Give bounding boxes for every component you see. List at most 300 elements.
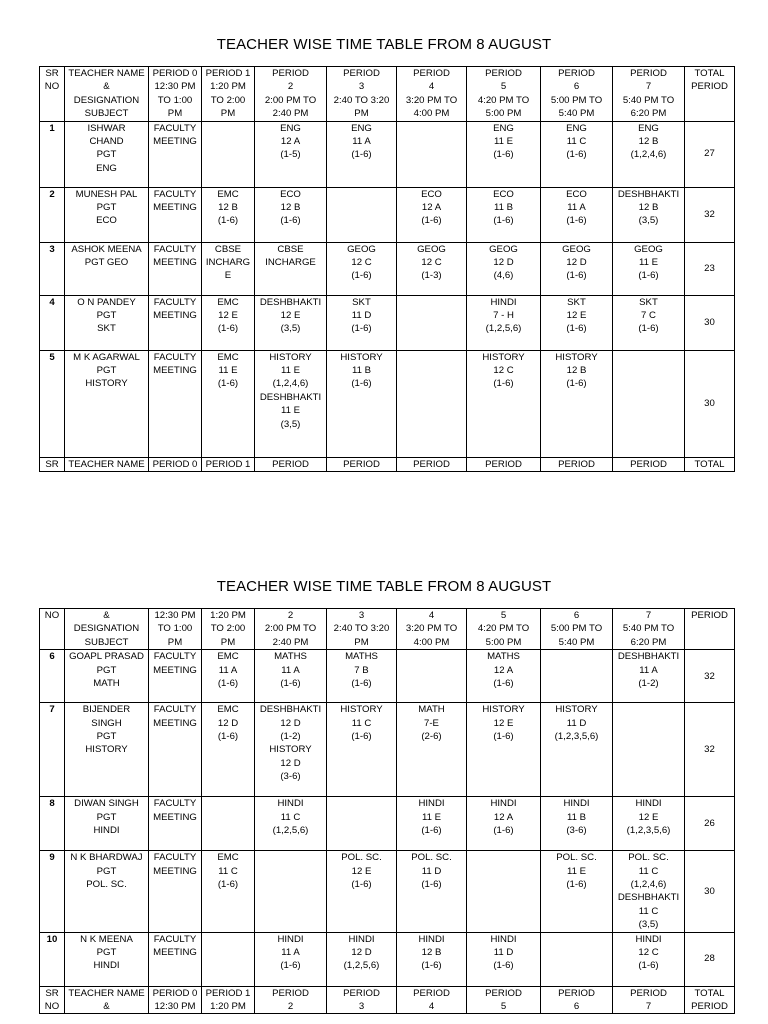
cell-line: GEOG xyxy=(634,243,663,255)
period-cell xyxy=(397,187,467,242)
cell-line: PGT xyxy=(96,310,117,322)
footer-cell: PERIOD xyxy=(541,457,613,471)
sr-no-cell: 7 xyxy=(40,703,65,797)
cell-line: (3,5) xyxy=(280,323,301,335)
cell-line: O N PANDEY xyxy=(77,296,136,308)
table-row xyxy=(40,932,735,986)
footer-cell xyxy=(541,986,613,1014)
cell-line: HINDI xyxy=(277,933,304,945)
cell-line: PM xyxy=(354,108,369,120)
cell-line: ECO xyxy=(566,188,587,200)
total-period-cell: 23 xyxy=(685,242,735,295)
period-cell xyxy=(255,295,327,350)
header-cell xyxy=(149,609,202,650)
cell-line: (1-6) xyxy=(493,960,514,972)
cell-line: PERIOD xyxy=(630,987,667,999)
header-cell xyxy=(65,67,149,122)
cell-line: 11 E xyxy=(421,811,442,823)
cell-line: 12 B xyxy=(218,202,238,214)
cell-line: PERIOD 1 xyxy=(205,987,251,999)
cell-line: (1-6) xyxy=(217,378,239,390)
cell-line: (1-6) xyxy=(351,678,372,690)
period-cell xyxy=(327,187,397,242)
cell-line: 11 C xyxy=(218,865,238,877)
cell-line: MATHS xyxy=(274,651,307,663)
cell-line: NO xyxy=(44,1001,60,1013)
cell-line: FACULTY xyxy=(153,651,197,663)
cell-line: DESIGNATION xyxy=(73,94,140,106)
cell-line: 4:20 PM TO xyxy=(477,94,530,106)
cell-line: (1,2,5,6) xyxy=(272,825,309,837)
period-cell xyxy=(149,242,202,295)
table-row xyxy=(40,797,735,851)
cell-line: TEACHER NAME xyxy=(68,68,145,79)
cell-line: PGT GEO xyxy=(84,257,129,269)
cell-line: PERIOD xyxy=(630,68,667,79)
cell-line: (1-6) xyxy=(351,149,372,161)
period-cell xyxy=(327,851,397,932)
cell-line: MUNESH PAL xyxy=(75,188,138,200)
cell-line: DESHBHAKTI xyxy=(259,296,322,308)
cell-line: 12 D xyxy=(280,757,301,769)
header-cell xyxy=(685,67,735,122)
cell-line: 6:20 PM xyxy=(630,108,667,120)
period-cell xyxy=(467,187,541,242)
cell-line: (1-6) xyxy=(638,960,659,972)
cell-line: SR xyxy=(45,987,59,999)
period-cell xyxy=(467,650,541,703)
total-period-cell: 30 xyxy=(685,851,735,932)
cell-line: HINDI xyxy=(563,798,590,810)
cell-line: (1-6) xyxy=(217,678,239,690)
cell-line: 11 A xyxy=(639,664,658,676)
cell-line: SKT xyxy=(567,296,586,308)
cell-line: HINDI xyxy=(93,825,120,837)
cell-line: HISTORY xyxy=(340,351,383,363)
total-period-cell: 26 xyxy=(685,797,735,851)
total-period-cell: 28 xyxy=(685,932,735,986)
total-period-cell: 30 xyxy=(685,350,735,457)
teacher-cell xyxy=(65,650,149,703)
footer-cell xyxy=(327,986,397,1014)
period-cell xyxy=(613,350,685,457)
cell-line: 11 D xyxy=(351,310,372,322)
cell-line: (3,5) xyxy=(638,215,659,227)
table-row xyxy=(40,350,735,457)
cell-line: MEETING xyxy=(153,717,197,729)
teacher-cell xyxy=(65,121,149,187)
cell-line: (1-6) xyxy=(493,378,514,390)
period-cell xyxy=(541,350,613,457)
cell-line: CBSE xyxy=(277,243,304,255)
cell-line: SR xyxy=(45,68,59,79)
cell-line: POL. SC. xyxy=(556,852,597,864)
footer-row xyxy=(40,457,735,471)
cell-line: 11 A xyxy=(281,947,300,959)
cell-line: 11 A xyxy=(352,136,371,148)
cell-line: PERIOD xyxy=(272,987,309,999)
period-cell xyxy=(255,797,327,851)
cell-line: DESHBHAKTI xyxy=(617,651,680,663)
cell-line: 11 E xyxy=(493,136,514,148)
teacher-cell xyxy=(65,797,149,851)
period-cell xyxy=(202,121,255,187)
teacher-cell xyxy=(65,242,149,295)
header-cell xyxy=(541,67,613,122)
cell-line: SKT xyxy=(97,323,116,335)
period-cell xyxy=(613,932,685,986)
cell-line: 11 C xyxy=(351,717,372,729)
footer-cell xyxy=(397,986,467,1014)
cell-line: MEETING xyxy=(153,202,197,214)
period-cell xyxy=(397,121,467,187)
cell-line: (1-6) xyxy=(493,149,514,161)
cell-line: (1-6) xyxy=(280,215,301,227)
cell-line: PERIOD xyxy=(343,68,380,79)
period-cell xyxy=(255,650,327,703)
cell-line: 2:00 PM TO xyxy=(264,94,317,106)
cell-line: FACULTY xyxy=(153,296,197,308)
period-cell xyxy=(541,295,613,350)
cell-line: (1,2,3,5,6) xyxy=(554,731,599,743)
cell-line: (1-6) xyxy=(493,678,514,690)
cell-line: ENG xyxy=(96,162,117,174)
cell-line: 12 B xyxy=(638,202,659,214)
cell-line: MATHS xyxy=(487,651,520,663)
period-cell xyxy=(149,851,202,932)
cell-line: PGT xyxy=(96,947,117,959)
period-cell xyxy=(397,350,467,457)
cell-line: N K MEENA xyxy=(80,933,133,945)
cell-line: PGT xyxy=(96,365,117,377)
footer-cell: PERIOD xyxy=(327,457,397,471)
cell-line: 7 xyxy=(645,610,652,621)
header-cell xyxy=(397,67,467,122)
cell-line: SUBJECT xyxy=(84,636,129,648)
footer-cell xyxy=(467,986,541,1014)
cell-line: HINDI xyxy=(490,798,517,810)
cell-line: PERIOD xyxy=(558,68,595,79)
cell-line: 12 B xyxy=(280,202,301,214)
period-cell xyxy=(541,187,613,242)
cell-line: FACULTY xyxy=(153,188,197,200)
cell-line: (1-6) xyxy=(351,323,372,335)
cell-line: MEETING xyxy=(153,257,197,269)
cell-line: SINGH xyxy=(91,717,122,729)
footer-cell xyxy=(255,986,327,1014)
cell-line: (1-5) xyxy=(280,149,301,161)
period-cell xyxy=(397,851,467,932)
cell-line: 2:40 TO 3:20 xyxy=(333,623,390,635)
cell-line: PGT xyxy=(96,202,117,214)
header-row xyxy=(40,67,735,122)
cell-line: 12 D xyxy=(493,257,514,269)
period-cell xyxy=(613,187,685,242)
cell-line: 3:20 PM TO xyxy=(405,94,458,106)
cell-line: TO 2:00 xyxy=(210,623,246,635)
cell-line: (1-6) xyxy=(280,678,301,690)
cell-line: ISHWAR xyxy=(87,122,126,134)
total-period-cell: 32 xyxy=(685,187,735,242)
cell-line: EMC xyxy=(217,704,239,716)
sr-no-cell: 8 xyxy=(40,797,65,851)
cell-line: PERIOD xyxy=(691,81,728,93)
cell-line: 11 B xyxy=(493,202,514,214)
cell-line: HINDI xyxy=(490,933,517,945)
cell-line: TOTAL xyxy=(694,68,725,79)
cell-line: N K BHARDWAJ xyxy=(70,852,143,864)
cell-line: 11 C xyxy=(566,136,587,148)
teacher-cell xyxy=(65,295,149,350)
period-cell xyxy=(467,350,541,457)
period-cell xyxy=(202,797,255,851)
cell-line: FACULTY xyxy=(153,798,197,810)
cell-line: (3-6) xyxy=(566,825,587,837)
cell-line: EMC xyxy=(217,852,239,864)
period-cell xyxy=(613,295,685,350)
cell-line: 2:40 PM xyxy=(272,636,309,648)
period-cell xyxy=(202,650,255,703)
cell-line: 12 A xyxy=(493,664,514,676)
page-title-1: TEACHER WISE TIME TABLE FROM 8 AUGUST xyxy=(216,36,552,53)
sr-no-cell: 10 xyxy=(40,932,65,986)
header-cell xyxy=(202,67,255,122)
period-cell xyxy=(202,703,255,797)
cell-line: PERIOD xyxy=(485,987,522,999)
cell-line: 5:00 PM TO xyxy=(550,623,603,635)
cell-line: & xyxy=(103,1001,110,1013)
cell-line: ECO xyxy=(96,215,117,227)
cell-line: (1-6) xyxy=(351,731,372,743)
period-cell xyxy=(397,703,467,797)
header-cell xyxy=(467,67,541,122)
cell-line: (1-6) xyxy=(217,215,239,227)
cell-line: PERIOD xyxy=(558,987,595,999)
cell-line: HINDI xyxy=(418,798,445,810)
cell-line: ENG xyxy=(280,122,301,134)
cell-line: (1,2,4,6) xyxy=(272,378,309,390)
cell-line: (1,2,5,6) xyxy=(343,960,380,972)
cell-line: PGT xyxy=(96,865,117,877)
cell-line: TO 1:00 xyxy=(157,94,193,106)
cell-line: 4:00 PM xyxy=(413,636,450,648)
cell-line: (1-6) xyxy=(493,825,514,837)
cell-line: (1-6) xyxy=(421,215,442,227)
cell-line: POL. SC. xyxy=(86,879,127,891)
sr-no-cell: 3 xyxy=(40,242,65,295)
period-cell xyxy=(467,242,541,295)
cell-line: 5:40 PM TO xyxy=(622,94,675,106)
cell-line: HISTORY xyxy=(482,351,525,363)
cell-line: HINDI xyxy=(93,960,120,972)
cell-line: 4 xyxy=(428,610,435,621)
cell-line: PERIOD 0 xyxy=(152,68,198,79)
header-cell xyxy=(65,609,149,650)
cell-line: PM xyxy=(354,636,369,648)
cell-line: GEOG xyxy=(562,243,591,255)
period-cell xyxy=(467,703,541,797)
cell-line: 5 xyxy=(500,81,507,93)
cell-line: EMC xyxy=(217,296,239,308)
cell-line: M K AGARWAL xyxy=(73,351,140,363)
teacher-cell xyxy=(65,350,149,457)
cell-line: (3-6) xyxy=(280,771,301,783)
cell-line: 11 C xyxy=(638,905,659,917)
table-row xyxy=(40,851,735,932)
cell-line: 11 E xyxy=(280,365,301,377)
period-cell xyxy=(467,932,541,986)
cell-line: CBSE xyxy=(214,243,242,255)
cell-line: 12 C xyxy=(421,257,442,269)
period-cell xyxy=(149,187,202,242)
cell-line: MATH xyxy=(93,678,120,690)
cell-line: PERIOD xyxy=(272,68,309,79)
cell-line: 12 A xyxy=(421,202,442,214)
cell-line: ENG xyxy=(638,122,659,134)
cell-line: EMC xyxy=(217,651,239,663)
cell-line: 6 xyxy=(573,610,580,621)
cell-line: (3,5) xyxy=(280,418,301,430)
cell-line: BIJENDER xyxy=(82,704,131,716)
cell-line: PM xyxy=(220,108,236,120)
cell-line: HISTORY xyxy=(555,351,598,363)
cell-line: 11 E xyxy=(638,257,659,269)
footer-cell xyxy=(685,986,735,1014)
period-cell xyxy=(613,851,685,932)
cell-line: 11 B xyxy=(566,811,587,823)
cell-line: TEACHER NAME xyxy=(68,987,145,999)
cell-line: (1-6) xyxy=(566,215,587,227)
period-cell xyxy=(613,797,685,851)
cell-line: TOTAL xyxy=(694,987,725,999)
cell-line: 5:00 PM xyxy=(485,108,522,120)
cell-line: PERIOD xyxy=(413,987,450,999)
period-cell xyxy=(255,851,327,932)
cell-line: 4:00 PM xyxy=(413,108,450,120)
period-cell xyxy=(327,932,397,986)
period-cell xyxy=(397,650,467,703)
period-cell xyxy=(255,242,327,295)
header-cell xyxy=(149,67,202,122)
total-period-cell: 27 xyxy=(685,121,735,187)
cell-line: DESHBHAKTI xyxy=(259,391,322,403)
cell-line: 11 A xyxy=(281,664,300,676)
footer-cell xyxy=(202,986,255,1014)
table-row xyxy=(40,650,735,703)
cell-line: INCHARGE xyxy=(265,257,316,269)
cell-line: 5:40 PM xyxy=(558,108,595,120)
cell-line: (1-6) xyxy=(638,270,659,282)
cell-line: 5:40 PM TO xyxy=(622,623,675,635)
cell-line: (1,2,3,5,6) xyxy=(626,825,671,837)
cell-line: ECO xyxy=(493,188,514,200)
period-cell xyxy=(397,797,467,851)
cell-line: PERIOD xyxy=(343,987,380,999)
period-cell xyxy=(541,121,613,187)
cell-line: MATHS xyxy=(345,651,378,663)
period-cell xyxy=(149,703,202,797)
period-cell xyxy=(327,242,397,295)
cell-line: HINDI xyxy=(277,798,304,810)
footer-cell: PERIOD xyxy=(255,457,327,471)
period-cell xyxy=(255,932,327,986)
cell-line: 5:00 PM xyxy=(485,636,522,648)
cell-line: TO 1:00 xyxy=(157,623,193,635)
cell-line: HISTORY xyxy=(269,351,312,363)
cell-line: GEOG xyxy=(489,243,518,255)
cell-line: EMC xyxy=(217,188,239,200)
cell-line: GEOG xyxy=(347,243,376,255)
cell-line: (1-6) xyxy=(566,378,587,390)
period-cell xyxy=(541,650,613,703)
cell-line: (1-6) xyxy=(217,879,239,891)
period-cell xyxy=(149,295,202,350)
cell-line: POL. SC. xyxy=(628,852,669,864)
period-cell xyxy=(327,703,397,797)
cell-line: PGT xyxy=(96,149,117,161)
footer-cell: PERIOD xyxy=(467,457,541,471)
period-cell xyxy=(149,350,202,457)
cell-line: HISTORY xyxy=(555,704,598,716)
cell-line: FACULTY xyxy=(153,122,197,134)
cell-line: HISTORY xyxy=(85,744,128,756)
footer-cell: PERIOD xyxy=(397,457,467,471)
cell-line: HINDI xyxy=(418,933,445,945)
header-cell xyxy=(327,67,397,122)
cell-line: DESHBHAKTI xyxy=(617,188,680,200)
cell-line: SKT xyxy=(352,296,371,308)
cell-line: MEETING xyxy=(153,865,197,877)
period-cell xyxy=(255,187,327,242)
cell-line: ECO xyxy=(280,188,301,200)
header-cell xyxy=(255,609,327,650)
header-cell xyxy=(255,67,327,122)
cell-line: 7 B xyxy=(354,664,369,676)
page-title-2: TEACHER WISE TIME TABLE FROM 8 AUGUST xyxy=(216,578,552,595)
period-cell xyxy=(327,650,397,703)
period-cell xyxy=(202,242,255,295)
cell-line: 7 C xyxy=(641,310,656,322)
cell-line: 12 B xyxy=(638,136,659,148)
table-row xyxy=(40,295,735,350)
cell-line: 7 - H xyxy=(493,310,514,322)
cell-line: PM xyxy=(220,636,236,648)
cell-line: (1,2,4,6) xyxy=(630,879,667,891)
cell-line: INCHARG xyxy=(205,257,251,269)
cell-line: HINDI xyxy=(490,296,517,308)
period-cell xyxy=(613,650,685,703)
cell-line: 6 xyxy=(573,81,580,93)
teacher-cell xyxy=(65,851,149,932)
period-cell xyxy=(202,851,255,932)
cell-line: 2:40 PM xyxy=(272,108,309,120)
cell-line: 12 D xyxy=(280,717,301,729)
cell-line: SKT xyxy=(639,296,658,308)
cell-line: SUBJECT xyxy=(84,108,129,120)
cell-line: ENG xyxy=(566,122,587,134)
cell-line: PM xyxy=(167,636,183,648)
cell-line: 5:40 PM xyxy=(558,636,595,648)
cell-line: (3,5) xyxy=(638,919,659,931)
cell-line: FACULTY xyxy=(153,351,197,363)
cell-line: GOAPL PRASAD xyxy=(69,651,144,663)
cell-line: NO xyxy=(44,81,60,93)
cell-line: MEETING xyxy=(153,310,197,322)
period-cell xyxy=(467,797,541,851)
period-cell xyxy=(397,242,467,295)
cell-line: 6 xyxy=(573,1001,580,1013)
header-cell xyxy=(397,609,467,650)
